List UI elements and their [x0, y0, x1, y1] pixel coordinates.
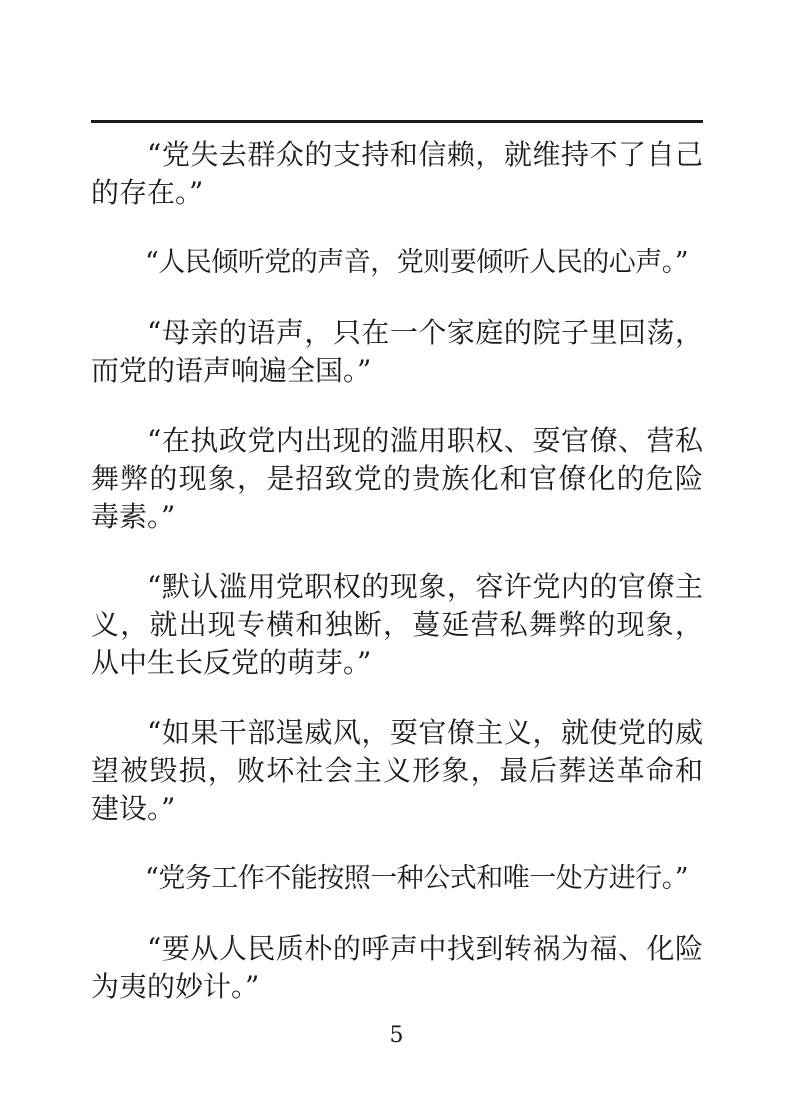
quote-paragraph: “母亲的语声，只在一个家庭的院子里回荡，而党的语声响遍全国。”	[91, 316, 703, 387]
quote-paragraph: “要从人民质朴的呼声中找到转祸为福、化险为夷的妙计。”	[91, 932, 703, 1003]
quote-paragraph: “党务工作不能按照一种公式和唯一处方进行。”	[145, 863, 689, 894]
quote-paragraph: “人民倾听党的声音，党则要倾听人民的心声。”	[145, 247, 689, 278]
header-rule	[91, 120, 703, 123]
quote-paragraph: “如果干部逞威风，耍官僚主义，就使党的威望被毁损，败坏社会主义形象，最后葬送革命和建设。”	[91, 716, 703, 825]
quote-paragraph: “在执政党内出现的滥用职权、耍官僚、营私舞弊的现象，是招致党的贵族化和官僚化的危险毒素。”	[91, 424, 703, 533]
quote-paragraph: “党失去群众的支持和信赖，就维持不了自己的存在。”	[91, 138, 703, 209]
quote-list	[91, 136, 703, 1006]
quote-paragraph: “默认滥用党职权的现象，容许党内的官僚主义，就出现专横和独断，蔓延营私舞弊的现象，从中生长反党的萌芽。”	[91, 570, 703, 679]
page-number: 5	[389, 1023, 404, 1048]
